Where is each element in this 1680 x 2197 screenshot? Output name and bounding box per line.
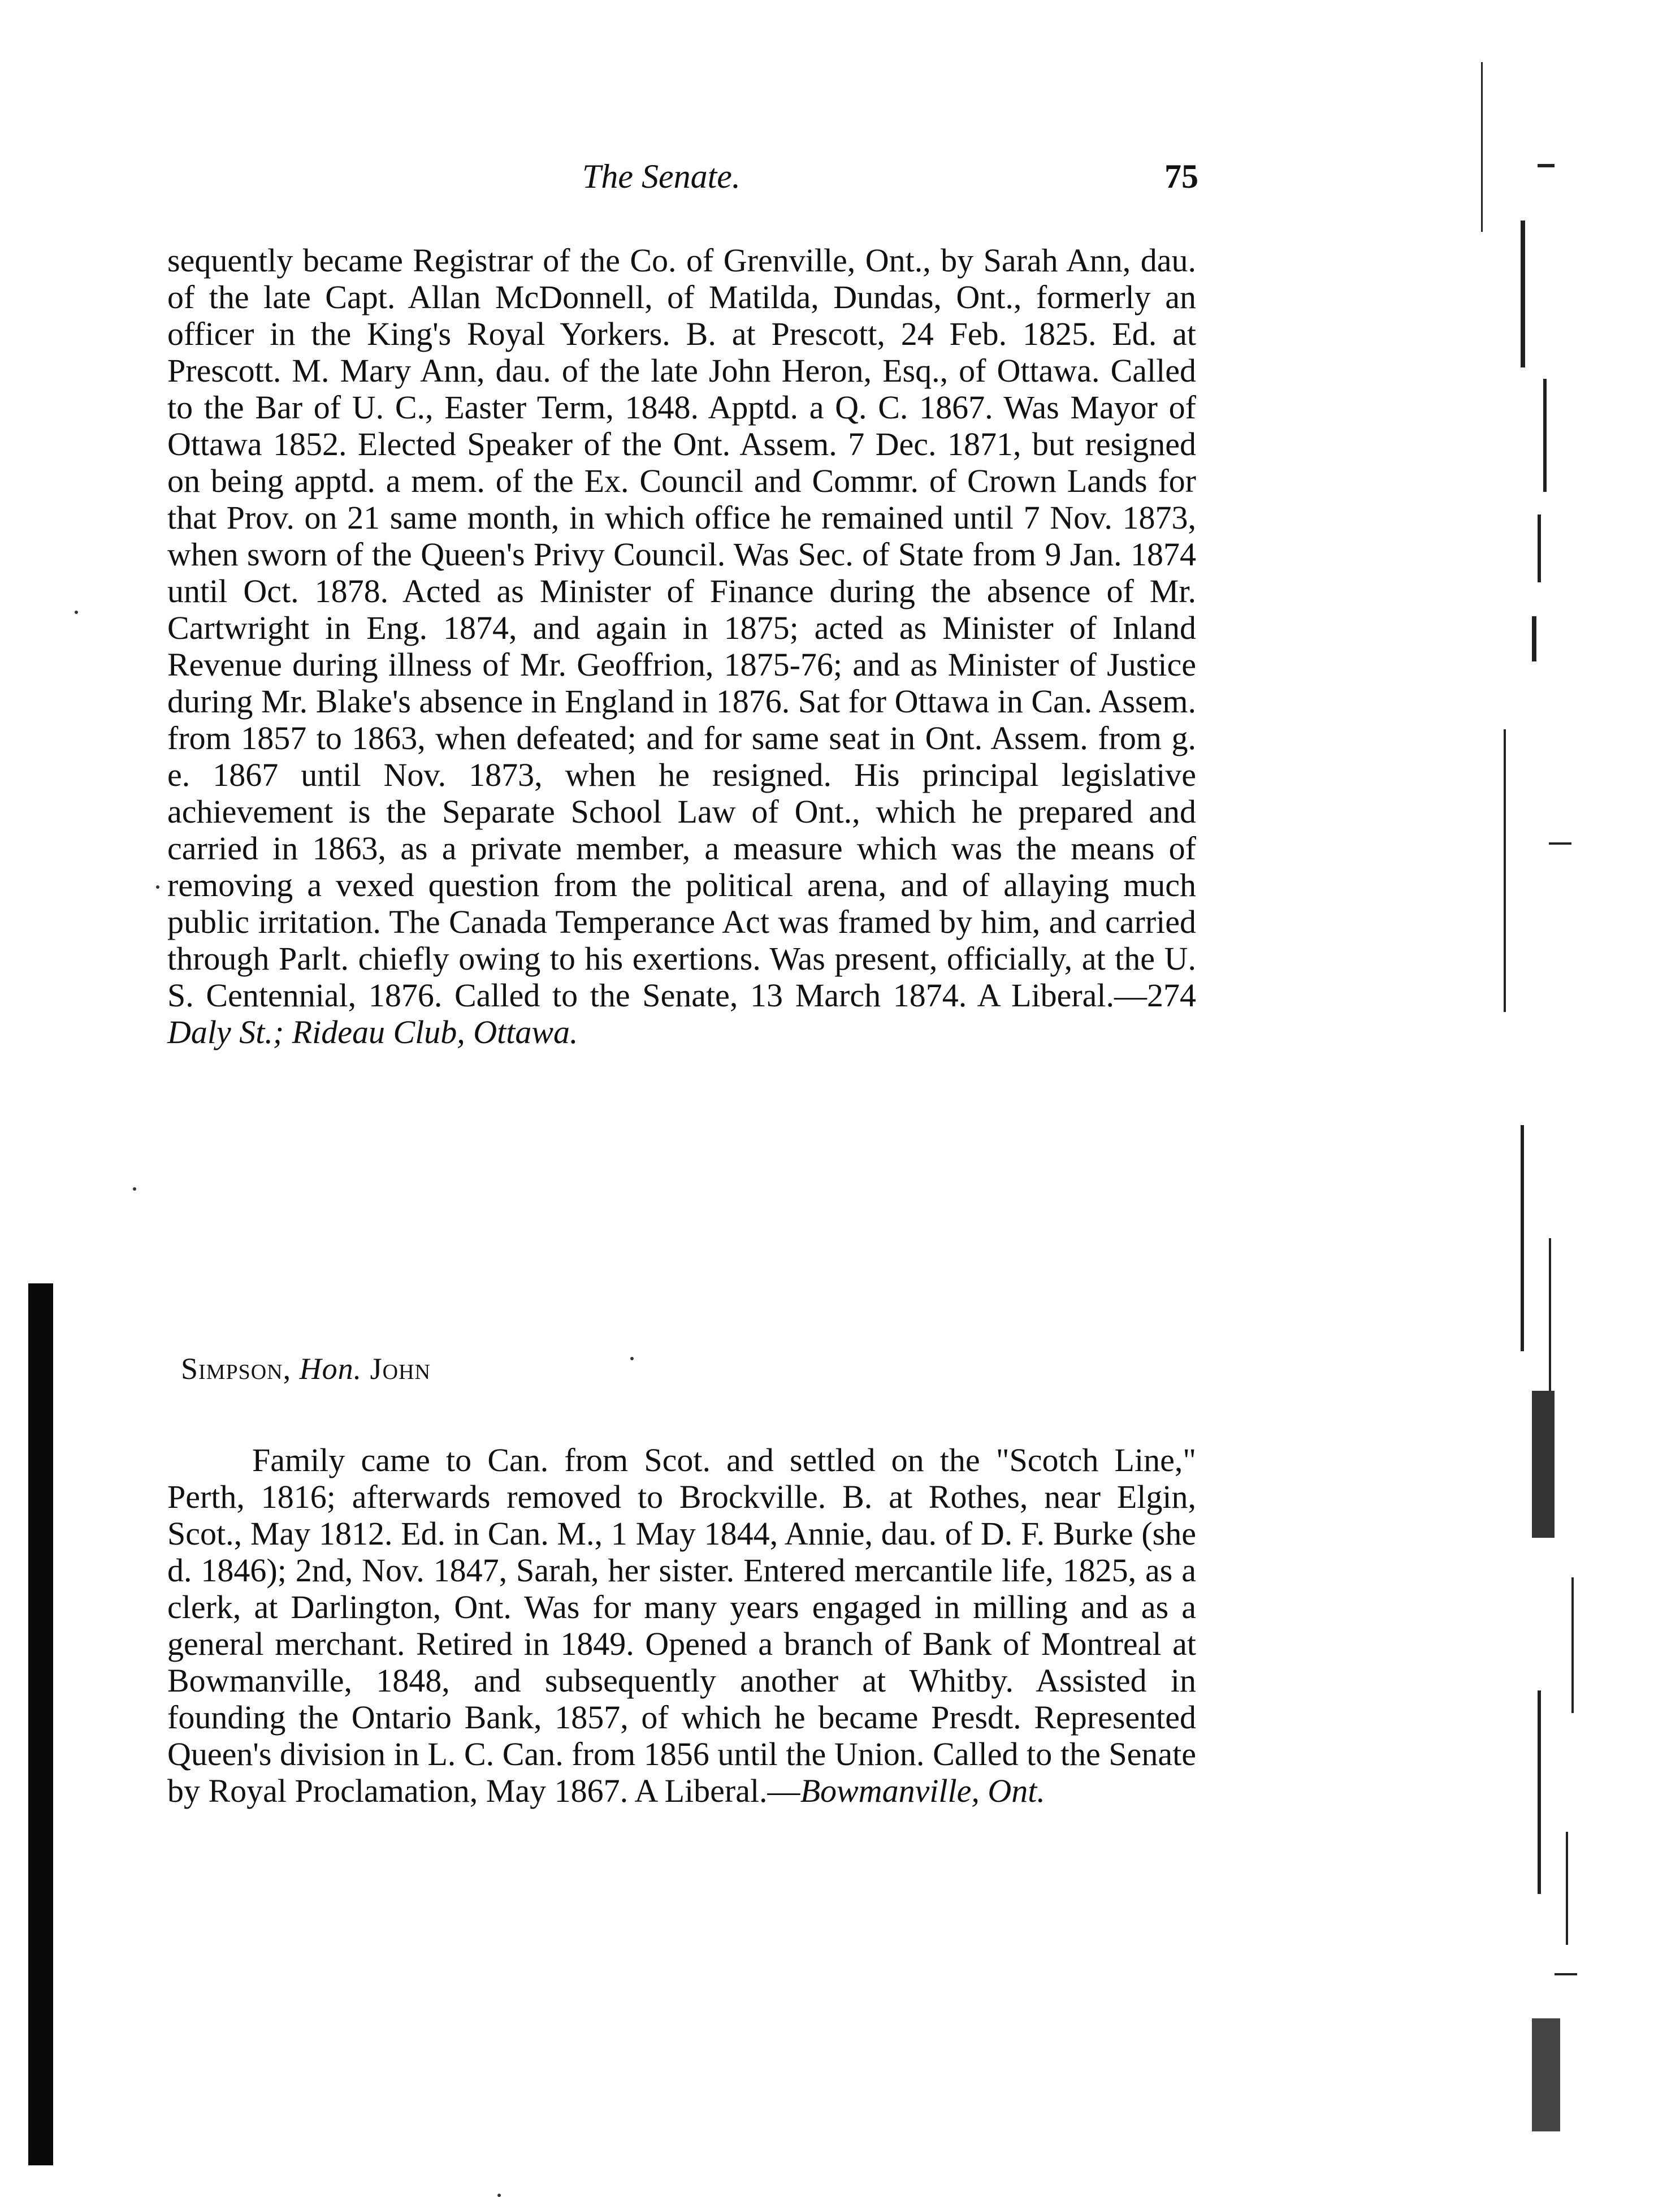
scan-edge-shadow bbox=[28, 1283, 53, 2165]
scan-speck bbox=[133, 1187, 136, 1191]
entry-heading bbox=[181, 1351, 431, 1386]
entry-paragraph-continued bbox=[167, 242, 1196, 1050]
running-head: The Senate. bbox=[582, 158, 741, 195]
scan-speck bbox=[156, 885, 159, 889]
entry-honorific: Hon. bbox=[299, 1352, 362, 1386]
entry-residence: Daly St.; Rideau Club, Ottawa. bbox=[167, 1014, 578, 1050]
page-number: 75 bbox=[1164, 158, 1198, 195]
scan-margin-artifacts bbox=[1470, 51, 1605, 2143]
entry-paragraph bbox=[167, 1442, 1196, 1809]
entry-forename: John bbox=[370, 1352, 431, 1386]
scan-speck bbox=[630, 1357, 634, 1360]
entry-text: sequently became Registrar of the Co. of Grenville, Ont., by Sarah Ann, dau. of the late Capt. Allan McDonnell, of Matilda, Dundas, Ont., formerly an officer in the King's Royal Yorkers. B. at Prescott, 24 Feb. 1825. Ed. at Prescott. M. Mary Ann, dau. of the late John Heron, Esq., of Ottawa. Called to the Bar of U. C., Easter Term, 1848. Apptd. a Q. C. 1867. Was Mayor of Ottawa 1852. Elected Speaker of the Ont. Assem. 7 Dec. 1871, but resigned on being apptd. a mem. of the Ex. Council and Commr. of Crown Lands for that Prov. on 21 same month, in which office he remained until 7 Nov. 1873, when sworn of the Queen's Privy Council. Was Sec. of State from 9 Jan. 1874 until Oct. 1878. Acted as Minister of Finance during the absence of Mr. Cartwright in Eng. 1874, and again in 1875; acted as Minister of Inland Revenue during illness of Mr. Geoffrion, 1875-76; and as Minister of Justice during Mr. Blake's absence in England in 1876. Sat for Ottawa in Can. Assem. from 1857 to 1863, when defeated; and for same seat in Ont. Assem. from g. e. 1867 until Nov. 1873, when he resigned. His principal legislative achievement is the Separate School Law of Ont., which he prepared and carried in 1863, as a private member, a measure which was the means of removing a vexed question from the political arena, and of allaying much public irritation. The Canada Temperance Act was framed by him, and carried through Parlt. chiefly owing to his exertions. Was present, officially, at the U. S. Centennial, 1876. Called to the Senate, 13 March 1874. A Liberal.—274 bbox=[167, 242, 1196, 1014]
entry-residence: Bowmanville, Ont. bbox=[800, 1772, 1045, 1809]
entry-surname: Simpson, bbox=[181, 1352, 292, 1386]
scan-speck bbox=[497, 2194, 501, 2197]
page-header bbox=[565, 157, 1198, 202]
entry-text: Family came to Can. from Scot. and settled on the "Scotch Line," Perth, 1816; afterwards removed to Brockville. B. at Rothes, near Elgin, Scot., May 1812. Ed. in Can. M., 1 May 1844, Annie, dau. of D. F. Burke (she d. 1846); 2nd, Nov. 1847, Sarah, her sister. Entered mercantile life, 1825, as a clerk, at Darlington, Ont. Was for many years engaged in milling and as a general merchant. Retired in 1849. Opened a branch of Bank of Montreal at Bowmanville, 1848, and subsequently another at Whitby. Assisted in founding the Ontario Bank, 1857, of which he became Presdt. Represented Queen's division in L. C. Can. from 1856 until the Union. Called to the Senate by Royal Proclamation, May 1867. A Liberal.— bbox=[167, 1442, 1196, 1809]
scan-speck bbox=[75, 611, 78, 614]
